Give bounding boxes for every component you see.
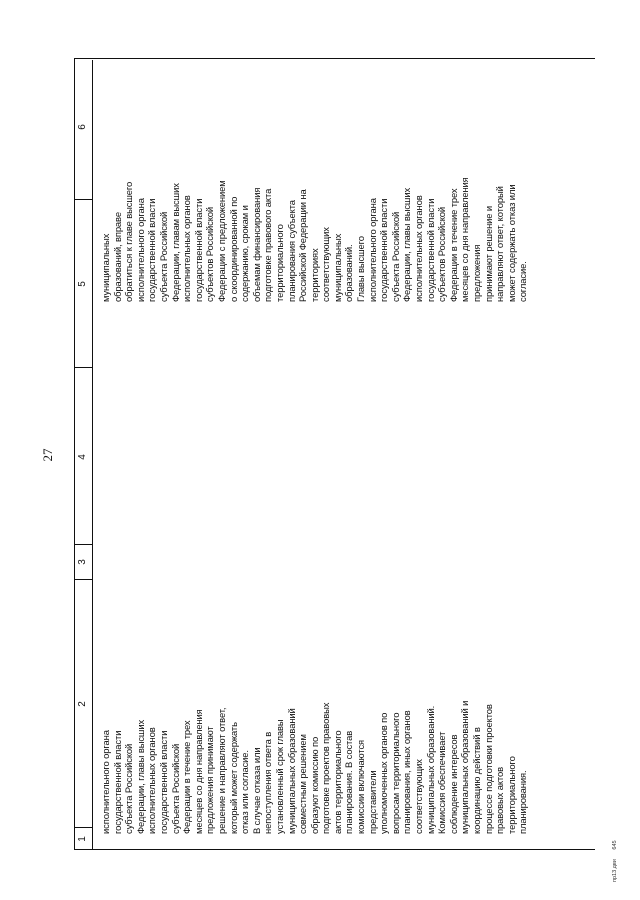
text-line: планирования субъекта bbox=[285, 200, 297, 302]
column-number-2: 2 bbox=[77, 701, 88, 707]
text-line: о скоординированной по bbox=[227, 196, 239, 302]
text-line: координацию действий в bbox=[471, 727, 482, 834]
text-line: отказ или согласие. bbox=[239, 750, 251, 834]
text-line: исполнительного органа bbox=[134, 198, 146, 302]
text-line: принимают решение и bbox=[482, 205, 494, 302]
header-divider bbox=[74, 367, 92, 368]
text-line: Федерации в течение трех bbox=[181, 720, 193, 834]
footer-number: 645 bbox=[612, 840, 618, 850]
header-divider bbox=[74, 579, 92, 580]
text-line: Федерации, главам высших bbox=[169, 183, 181, 302]
text-line: территориального bbox=[273, 224, 285, 302]
text-line: решение и направляют ответ, bbox=[215, 707, 227, 834]
text-line: правовых актов bbox=[494, 766, 506, 834]
column-number-4: 4 bbox=[77, 454, 88, 460]
text-line: территориях bbox=[308, 248, 320, 302]
header-row-divider bbox=[92, 60, 93, 850]
column-2-text bbox=[100, 594, 529, 834]
text-line: месяцев со дня направления bbox=[459, 177, 471, 302]
text-line: государственной власти bbox=[111, 730, 123, 834]
text-line: государственной власти bbox=[424, 198, 436, 302]
text-line: планирования. В состав bbox=[343, 730, 355, 834]
text-line: комиссии включаются bbox=[355, 739, 367, 834]
text-line: планирования. bbox=[517, 770, 529, 834]
text-line: объемам финансирования bbox=[250, 187, 262, 302]
text-line: муниципальных образований. bbox=[424, 705, 436, 834]
text-line: Федерации в течение трех bbox=[447, 188, 459, 302]
text-line: муниципальных образований и bbox=[459, 700, 471, 834]
text-line: подготовке правового акта bbox=[262, 188, 274, 302]
column-number-1: 1 bbox=[77, 836, 88, 842]
column-number-5: 5 bbox=[77, 281, 88, 287]
text-line: государственной власти bbox=[157, 730, 169, 834]
text-line: Федерации, главы высших bbox=[401, 187, 413, 302]
text-line: соответствующих bbox=[320, 227, 332, 302]
text-line: совместным решением bbox=[297, 734, 309, 834]
text-line: субъекта Российской bbox=[157, 211, 169, 302]
text-line: образуют комиссию по bbox=[308, 736, 320, 834]
header-divider bbox=[74, 544, 92, 545]
text-line: установленный срок главы bbox=[273, 719, 285, 834]
text-line: муниципальных bbox=[100, 233, 111, 302]
text-line: может содержать отказ или bbox=[505, 184, 517, 302]
text-line: согласие. bbox=[517, 261, 529, 302]
text-line: В случае отказа или bbox=[250, 747, 262, 834]
text-line: исполнительных органов bbox=[146, 727, 158, 834]
text-line: муниципальных bbox=[331, 233, 343, 302]
text-line: Федерации с предложением bbox=[215, 180, 227, 302]
text-line: Российской Федерации на bbox=[297, 189, 309, 302]
text-line: Федерации, главы высших bbox=[134, 719, 146, 834]
text-line: соответствующих bbox=[413, 759, 425, 834]
header-divider bbox=[74, 827, 92, 828]
text-line: процессе подготовки проектов bbox=[482, 704, 494, 834]
text-line: вопросам территориального bbox=[389, 712, 401, 834]
text-line: предложения bbox=[471, 244, 482, 302]
text-line: месяцев со дня направления bbox=[192, 709, 204, 834]
text-line: Комиссия обеспечивает bbox=[436, 731, 448, 834]
text-line: Главы высшего bbox=[355, 236, 367, 302]
text-line: исполнительных органов bbox=[181, 195, 193, 302]
text-line: соблюдение интересов bbox=[447, 734, 459, 834]
text-line: субъекта Российской bbox=[169, 743, 181, 834]
text-line: государственной власти bbox=[146, 198, 158, 302]
text-line: подготовке проектов правовых bbox=[320, 702, 332, 834]
text-line: субъекта Российской bbox=[123, 743, 135, 834]
text-line: исполнительного органа bbox=[366, 198, 378, 302]
text-line: муниципальных образований bbox=[285, 708, 297, 834]
text-line: актов территориального bbox=[331, 730, 343, 834]
text-line: субъектов Российской bbox=[436, 206, 448, 302]
text-line: направляют ответ, который bbox=[494, 186, 506, 302]
print-footer bbox=[612, 832, 618, 882]
text-line: уполномоченных органов по bbox=[378, 712, 390, 834]
column-5-text bbox=[100, 82, 529, 302]
text-line: содержанию, срокам и bbox=[239, 205, 251, 302]
text-line: образований. bbox=[343, 244, 355, 302]
text-line: обратиться к главе высшего bbox=[123, 181, 135, 302]
text-line: территориального bbox=[505, 756, 517, 834]
text-line: планирования, иных органов bbox=[401, 710, 413, 834]
text-line: субъектов Российской bbox=[204, 206, 216, 302]
column-number-3: 3 bbox=[77, 559, 88, 565]
header-divider bbox=[74, 199, 92, 200]
text-line: субъекта Российской bbox=[389, 211, 401, 302]
text-line: предложения принимают bbox=[204, 726, 216, 834]
text-line: образований, вправе bbox=[111, 212, 123, 302]
page-number: 27 bbox=[40, 448, 55, 462]
text-line: государственной власти bbox=[192, 198, 204, 302]
text-line: представители bbox=[366, 770, 378, 834]
column-number-6: 6 bbox=[77, 124, 88, 130]
text-line: который может содержать bbox=[227, 722, 239, 834]
text-line: исполнительных органов bbox=[413, 195, 425, 302]
text-line: исполнительного органа bbox=[100, 730, 111, 834]
text-line: непоступления ответа в bbox=[262, 731, 274, 834]
footer-code: пр13 дви bbox=[612, 859, 618, 882]
text-line: государственной власти bbox=[378, 198, 390, 302]
